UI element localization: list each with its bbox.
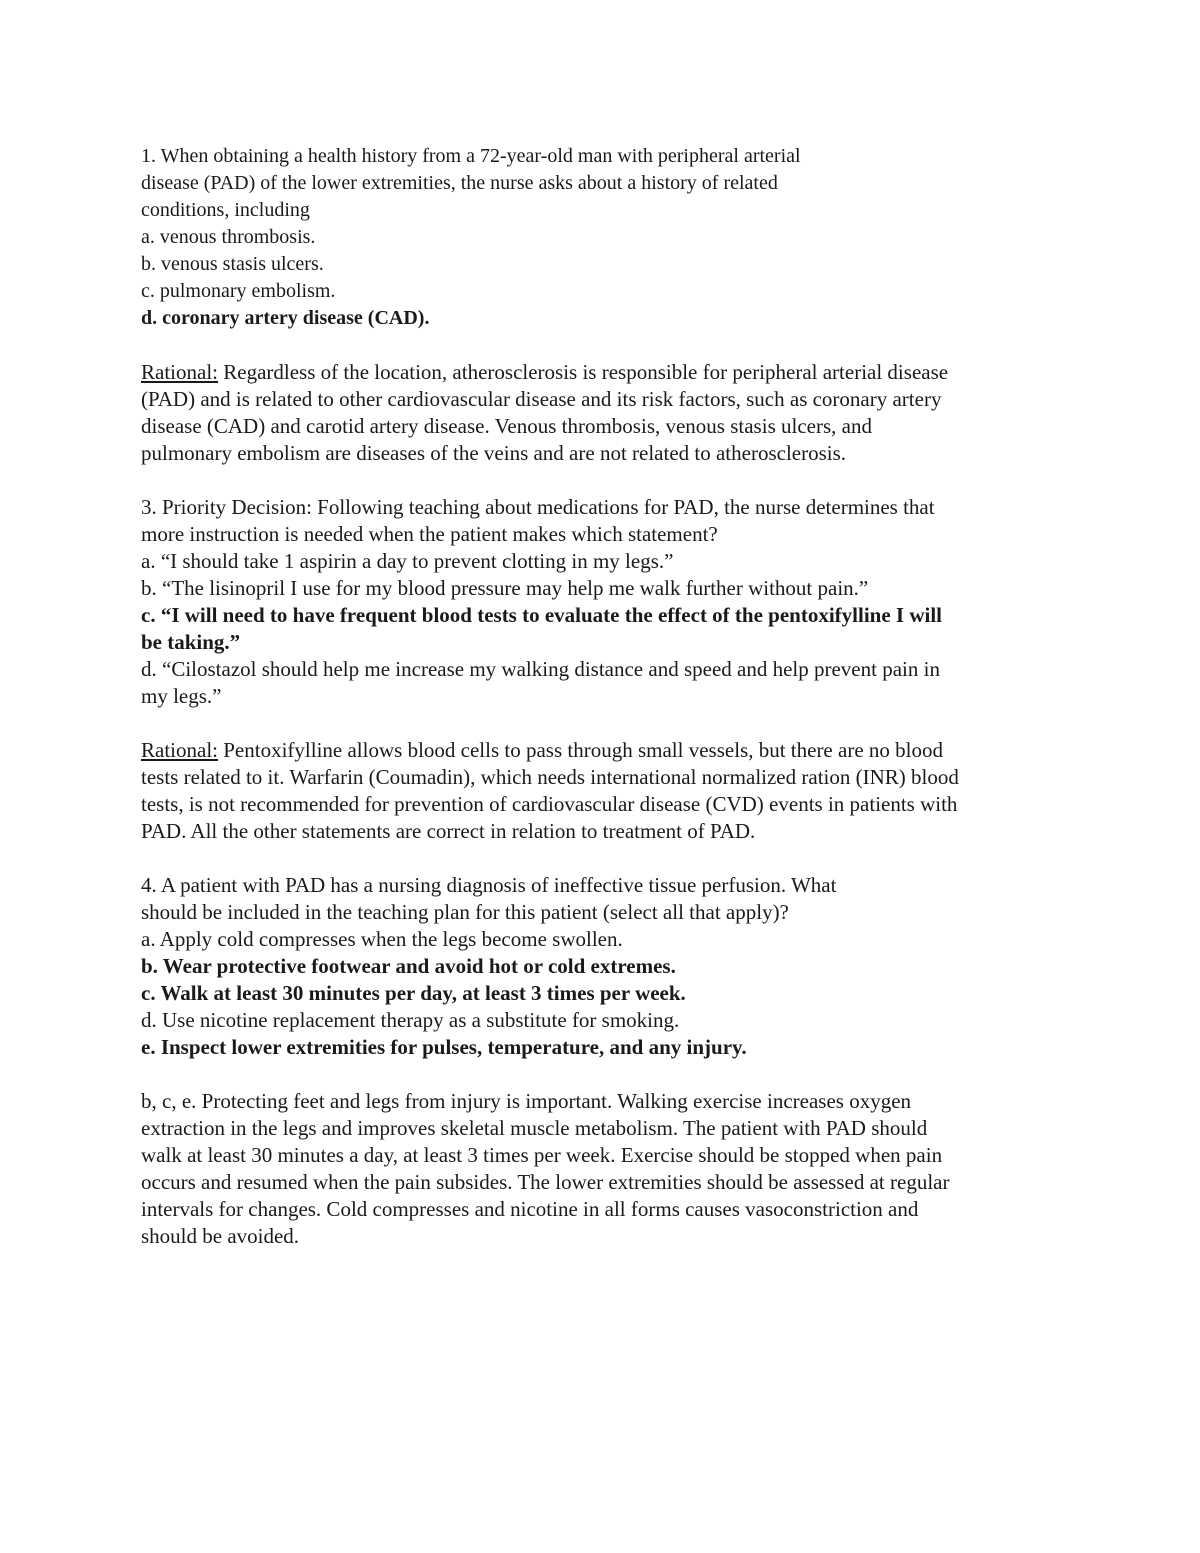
question-3-option-c-correct: c. “I will need to have frequent blood tests to evaluate the effect of the pentoxifylline I will <box>141 603 943 627</box>
rationale-label: Rational: <box>141 738 218 762</box>
question-4-option-a: a. Apply cold compresses when the legs become swollen. <box>141 927 623 951</box>
explanation-line: b, c, e. Protecting feet and legs from injury is important. Walking exercise increases oxygen <box>141 1089 912 1113</box>
rationale-text: Pentoxifylline allows blood cells to pass through small vessels, but there are no blood <box>218 738 943 762</box>
question-1-stem-line: 1. When obtaining a health history from a 72-year-old man with peripheral arterial <box>141 145 801 167</box>
explanation-line: occurs and resumed when the pain subsides. The lower extremities should be assessed at regular <box>141 1170 950 1194</box>
question-1-option-d-correct: d. coronary artery disease (CAD). <box>141 307 430 329</box>
explanation-line: walk at least 30 minutes a day, at least 3 times per week. Exercise should be stopped when pain <box>141 1143 943 1167</box>
document-page <box>141 143 1101 1250</box>
rationale-text: Regardless of the location, atherosclerosis is responsible for peripheral arterial disease <box>218 360 949 384</box>
question-4-option-e-correct: e. Inspect lower extremities for pulses, temperature, and any injury. <box>141 1035 747 1059</box>
spacer <box>141 1061 1101 1088</box>
rationale-label: Rational: <box>141 360 218 384</box>
explanation-line: extraction in the legs and improves skeletal muscle metabolism. The patient with PAD should <box>141 1116 928 1140</box>
question-1-stem-line: disease (PAD) of the lower extremities, the nurse asks about a history of related <box>141 172 778 194</box>
question-4-option-d: d. Use nicotine replacement therapy as a substitute for smoking. <box>141 1008 680 1032</box>
rationale-line <box>141 737 1101 764</box>
spacer <box>141 845 1101 872</box>
question-3-stem-line: more instruction is needed when the patient makes which statement? <box>141 522 718 546</box>
question-4 <box>141 872 1101 1061</box>
explanation-line: should be avoided. <box>141 1224 300 1248</box>
question-1-option-c: c. pulmonary embolism. <box>141 280 336 302</box>
question-3-option-d-cont: my legs.” <box>141 684 222 708</box>
explanation-line: intervals for changes. Cold compresses and nicotine in all forms causes vasoconstriction and <box>141 1197 919 1221</box>
rationale-line: tests related to it. Warfarin (Coumadin), which needs international normalized ration (INR) blood <box>141 765 959 789</box>
rationale-line: (PAD) and is related to other cardiovascular disease and its risk factors, such as coronary artery <box>141 387 942 411</box>
question-3-option-b: b. “The lisinopril I use for my blood pressure may help me walk further without pain.” <box>141 576 869 600</box>
rationale-line: PAD. All the other statements are correct in relation to treatment of PAD. <box>141 819 756 843</box>
question-1-option-b: b. venous stasis ulcers. <box>141 253 324 275</box>
question-3-stem-line: 3. Priority Decision: Following teaching about medications for PAD, the nurse determines that <box>141 495 935 519</box>
question-1-rationale <box>141 359 1101 467</box>
question-3 <box>141 494 1101 710</box>
rationale-line <box>141 359 1101 386</box>
question-3-rationale <box>141 737 1101 845</box>
rationale-line: disease (CAD) and carotid artery disease. Venous thrombosis, venous stasis ulcers, and <box>141 414 872 438</box>
question-3-option-a: a. “I should take 1 aspirin a day to prevent clotting in my legs.” <box>141 549 674 573</box>
question-3-option-c-correct-cont: be taking.” <box>141 630 241 654</box>
question-4-option-b-correct: b. Wear protective footwear and avoid hot or cold extremes. <box>141 954 676 978</box>
question-4-stem-line: 4. A patient with PAD has a nursing diagnosis of ineffective tissue perfusion. What <box>141 873 837 897</box>
question-4-explanation <box>141 1088 1101 1250</box>
question-1-option-a: a. venous thrombosis. <box>141 226 316 248</box>
question-4-option-c-correct: c. Walk at least 30 minutes per day, at least 3 times per week. <box>141 981 686 1005</box>
spacer <box>141 332 1101 359</box>
spacer <box>141 467 1101 494</box>
rationale-line: pulmonary embolism are diseases of the veins and are not related to atherosclerosis. <box>141 441 847 465</box>
rationale-line: tests, is not recommended for prevention of cardiovascular disease (CVD) events in patients with <box>141 792 958 816</box>
question-3-option-d: d. “Cilostazol should help me increase my walking distance and speed and help prevent pain in <box>141 657 940 681</box>
question-4-stem-line: should be included in the teaching plan for this patient (select all that apply)? <box>141 900 789 924</box>
question-1 <box>141 143 1101 332</box>
question-1-stem-line: conditions, including <box>141 199 310 221</box>
spacer <box>141 710 1101 737</box>
